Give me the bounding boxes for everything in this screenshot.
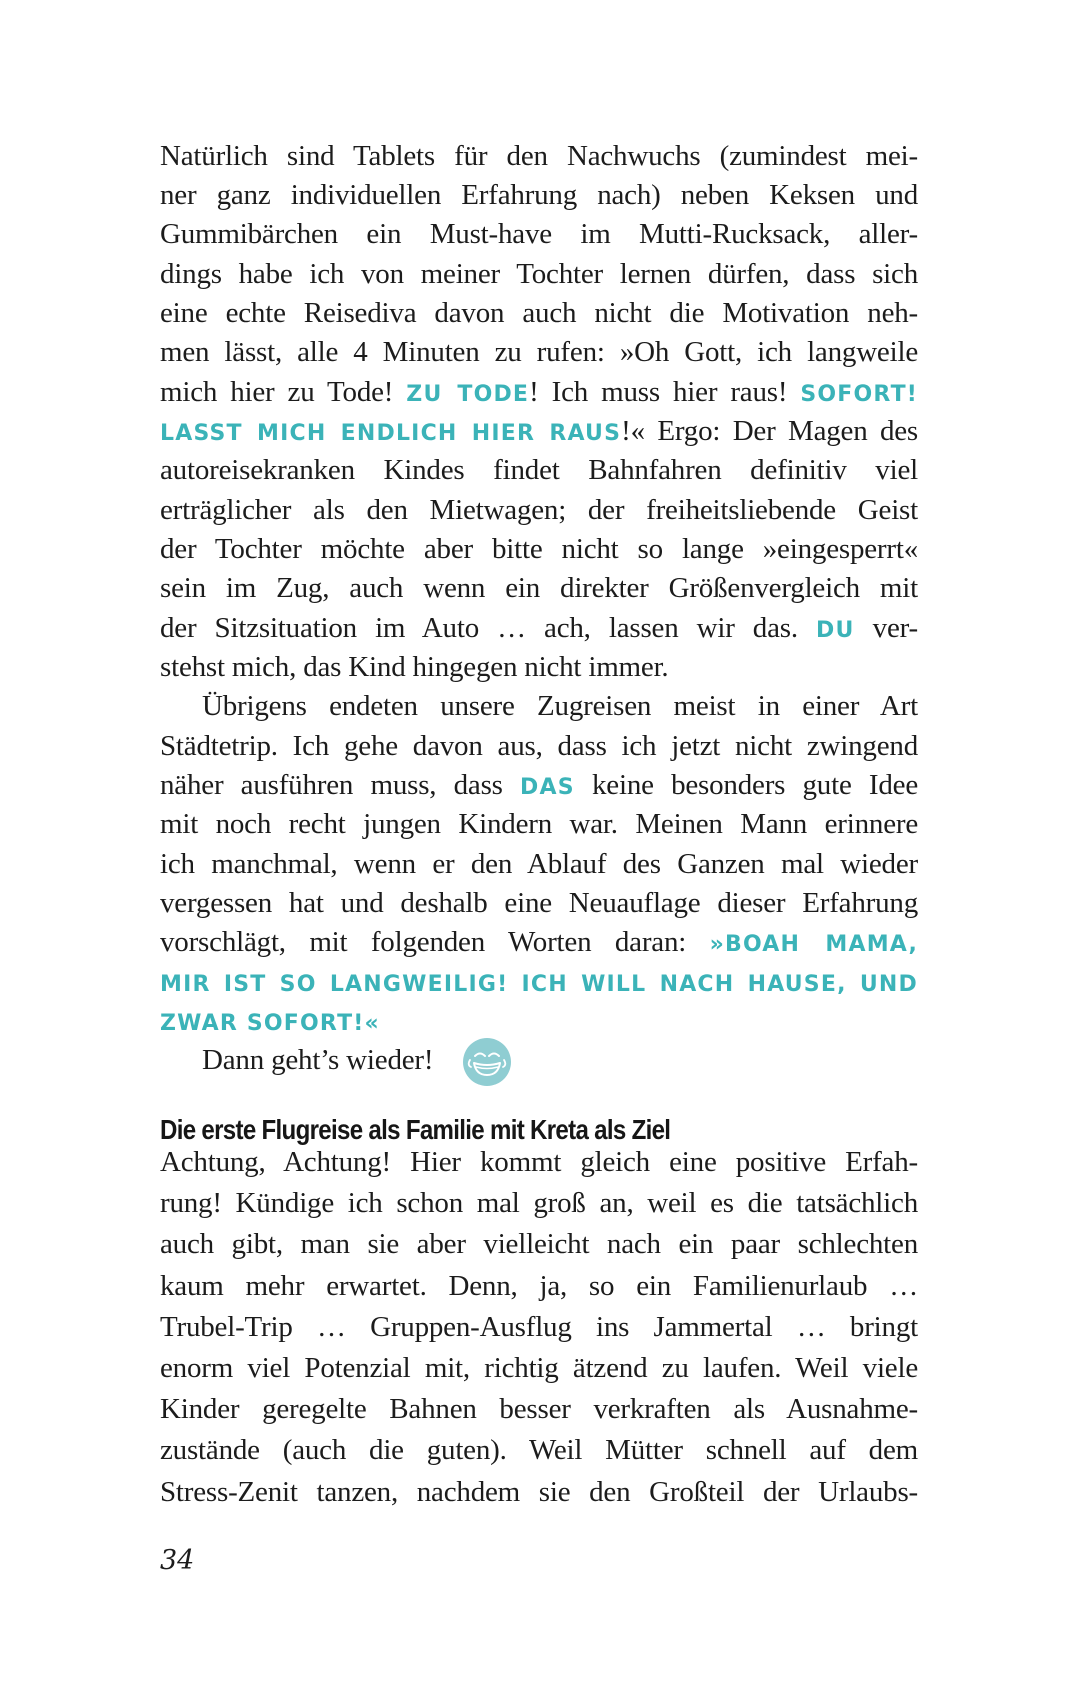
emphasis-text: LASST MICH ENDLICH HIER RAUS xyxy=(160,421,622,446)
text-span: Trubel-Trip … Gruppen-Ausflug ins Jammertal … bringt xyxy=(160,1311,918,1343)
text-span: men lässt, alle 4 Minuten zu rufen: »Oh Gott, ich langweile xyxy=(160,336,918,368)
text-span: der Sitzsituation im Auto … ach, lassen wir das. xyxy=(160,612,817,644)
text-line xyxy=(160,922,918,962)
text-line xyxy=(160,293,918,333)
text-span: ner ganz individuellen Erfahrung nach) neben Keksen und xyxy=(160,179,918,211)
text-span: enorm viel Potenzial mit, richtig ätzend zu laufen. Weil viele xyxy=(160,1352,918,1384)
emphasis-text: MIR IST SO LANGWEILIG! ICH WILL NACH HAUSE, UND xyxy=(160,972,918,997)
text-line xyxy=(160,765,918,805)
text-line xyxy=(160,332,918,372)
text-span: stehst mich, das Kind hingegen nicht immer. xyxy=(160,651,669,683)
text-line xyxy=(160,1001,918,1041)
text-span: mich hier zu Tode! xyxy=(160,376,407,408)
text-span: ver- xyxy=(854,612,918,644)
text-line xyxy=(160,254,918,294)
text-line xyxy=(160,608,918,648)
text-line xyxy=(160,490,918,530)
text-span: Achtung, Achtung! Hier kommt gleich eine positive Erfah- xyxy=(160,1146,918,1178)
emphasis-text: DU xyxy=(816,618,855,643)
text-line xyxy=(160,450,918,490)
page-number: 34 xyxy=(160,1545,195,1576)
text-line xyxy=(160,529,918,569)
text-span: Übrigens endeten unsere Zugreisen meist in einer Art xyxy=(202,690,918,722)
text-line xyxy=(160,726,918,766)
text-span: Städtetrip. Ich gehe davon aus, dass ich jetzt nicht zwingend xyxy=(160,730,918,762)
text-span: Natürlich sind Tablets für den Nachwuchs (zumindest mei- xyxy=(160,140,918,172)
text-span: zustände (auch die guten). Weil Mütter schnell auf dem xyxy=(160,1434,918,1466)
tears-of-joy-emoji-icon xyxy=(463,1038,511,1086)
text-line xyxy=(160,1430,918,1470)
text-span: kaum mehr erwartet. Denn, ja, so ein Familienurlaub … xyxy=(160,1270,918,1302)
text-line xyxy=(160,568,918,608)
text-line xyxy=(160,647,918,687)
text-line xyxy=(160,1389,918,1429)
section-heading: Die erste Flugreise als Familie mit Kreta als Ziel xyxy=(160,1114,671,1145)
text-span: dings habe ich von meiner Tochter lernen dürfen, dass sich xyxy=(160,258,918,290)
text-span: rung! Kündige ich schon mal groß an, weil es die tatsächlich xyxy=(160,1187,918,1219)
text-line xyxy=(202,686,918,726)
text-span: Stress-Zenit tanzen, nachdem sie den Großteil der Urlaubs- xyxy=(160,1476,918,1508)
text-span: keine besonders gute Idee xyxy=(574,769,918,801)
text-line xyxy=(160,214,918,254)
text-line xyxy=(160,1266,918,1306)
text-line xyxy=(160,372,918,412)
text-span: sein im Zug, auch wenn ein direkter Größenvergleich mit xyxy=(160,572,918,604)
text-line xyxy=(160,844,918,884)
text-span: mit noch recht jungen Kindern war. Meinen Mann erinnere xyxy=(160,808,918,840)
text-span: vorschlägt, mit folgenden Worten daran: xyxy=(160,926,710,958)
text-line xyxy=(160,411,918,451)
text-span: vergessen hat und deshalb eine Neuauflage dieser Erfahrung xyxy=(160,887,918,919)
text-span: ich manchmal, wenn er den Ablauf des Ganzen mal wieder xyxy=(160,848,918,880)
text-line xyxy=(160,1307,918,1347)
text-line xyxy=(202,1040,918,1080)
text-line xyxy=(160,1224,918,1264)
text-span: ! Ich muss hier raus! xyxy=(529,376,801,408)
text-span: autoreisekranken Kindes findet Bahnfahren definitiv viel xyxy=(160,454,918,486)
emphasis-text: »BOAH MAMA, xyxy=(709,932,919,957)
text-span: Gummibärchen ein Must-have im Mutti-Rucksack, aller- xyxy=(160,218,918,250)
emphasis-text: ZU TODE xyxy=(406,382,530,407)
text-line xyxy=(160,1183,918,1223)
text-line xyxy=(160,804,918,844)
text-span: näher ausführen muss, dass xyxy=(160,769,521,801)
emphasis-text: ZWAR SOFORT!« xyxy=(160,1011,380,1036)
text-span: auch gibt, man sie aber vielleicht nach ein paar schlechten xyxy=(160,1228,918,1260)
text-line xyxy=(160,1142,918,1182)
text-span: eine echte Reisediva davon auch nicht die Motivation neh- xyxy=(160,297,918,329)
emphasis-text: DAS xyxy=(520,775,575,800)
text-line xyxy=(160,175,918,215)
text-span: der Tochter möchte aber bitte nicht so lange »eingesperrt« xyxy=(160,533,918,565)
text-line xyxy=(160,136,918,176)
text-line xyxy=(160,883,918,923)
text-line xyxy=(160,962,918,1002)
text-line xyxy=(160,1348,918,1388)
text-line xyxy=(160,1472,918,1512)
text-span: Dann geht’s wieder! xyxy=(202,1044,434,1076)
text-span: erträglicher als den Mietwagen; der freiheitsliebende Geist xyxy=(160,494,918,526)
text-span: Kinder geregelte Bahnen besser verkraften als Ausnahme- xyxy=(160,1393,918,1425)
text-span: !« Ergo: Der Magen des xyxy=(621,415,918,447)
emphasis-text: SOFORT! xyxy=(800,382,919,407)
